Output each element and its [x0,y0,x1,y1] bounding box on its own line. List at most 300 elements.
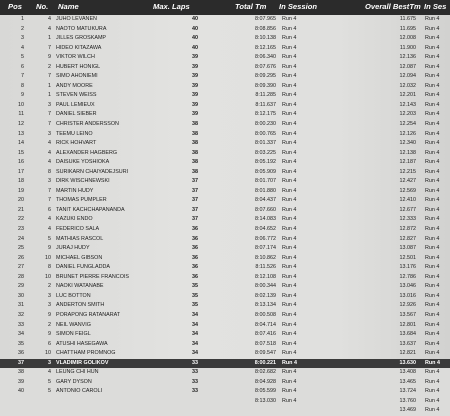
table-row [0,368,450,378]
best-time-cell: 12.094 [399,73,416,80]
pos-cell: 13 [18,130,24,137]
best-time-cell: 13.469 [399,407,416,414]
laps-cell: 38 [192,159,198,166]
table-row [0,273,450,283]
best-session-cell: Run 4 [425,168,440,175]
best-time-cell: 12.872 [399,226,416,233]
total-time-cell: 8:01.880 [255,187,276,194]
number-cell: 3 [48,101,51,108]
best-time-cell: 12.138 [399,149,416,156]
pos-cell: 27 [18,264,24,271]
best-time-cell: 13.016 [399,292,416,299]
best-time-cell: 12.569 [399,187,416,194]
total-time-cell: 8:04.714 [255,321,276,328]
session-cell: Run 4 [282,235,297,242]
total-time-cell: 8:01.337 [255,140,276,147]
total-time-cell: 8:04.928 [255,378,276,385]
total-time-cell: 8:00.221 [254,359,276,366]
session-cell: Run 4 [282,149,297,156]
table-row [0,301,450,311]
best-time-cell: 13.567 [399,311,416,318]
pos-cell: 21 [18,206,24,213]
number-cell: 9 [48,311,51,318]
table-row [0,149,450,159]
name-cell: LUC BOTTON [56,292,91,299]
best-time-cell: 13.465 [399,378,416,385]
name-cell: MARTIN HUDY [56,187,94,194]
laps-cell: 35 [192,302,198,309]
best-time-cell: 12.501 [399,254,416,261]
total-time-cell: 8:02.139 [255,292,276,299]
laps-cell: 39 [192,63,198,70]
name-cell: LEUNG CHI HUN [56,369,99,376]
best-session-cell: Run 4 [425,226,440,233]
session-cell: Run 4 [282,111,297,118]
total-time-cell: 8:07.416 [255,331,276,338]
best-time-cell: 12.333 [399,216,416,223]
session-cell: Run 4 [282,264,297,271]
pos-cell: 39 [18,378,24,385]
total-time-cell: 8:07.965 [255,16,276,22]
pos-cell: 7 [21,73,24,80]
name-cell: JUHO LEVANEN [56,16,97,22]
laps-cell: 39 [192,111,198,118]
best-session-cell: Run 4 [425,407,440,414]
name-cell: ANDERTON SMITH [56,302,105,309]
table-row [0,15,450,25]
total-time-cell: 8:01.707 [255,178,276,185]
pos-cell: 9 [21,92,24,99]
table-row [0,206,450,216]
number-cell: 5 [48,388,51,395]
pos-cell: 23 [18,226,24,233]
total-time-cell: 8:13.134 [255,302,276,309]
best-session-cell: Run 4 [425,388,440,395]
best-time-cell: 13.684 [399,331,416,338]
total-time-cell: 8:07.660 [255,206,276,213]
best-time-cell: 12.827 [399,235,416,242]
total-time-cell: 8:03.225 [255,149,276,156]
best-time-cell: 12.126 [399,130,416,137]
best-session-cell: Run 4 [425,311,440,318]
name-cell: DANIEL SIEBER [56,111,97,118]
laps-cell: 37 [192,206,198,213]
total-time-cell: 8:11.526 [255,264,276,271]
best-time-cell: 13.176 [399,264,416,271]
number-cell: 3 [48,292,51,299]
pos-cell: 25 [18,245,24,252]
best-session-cell: Run 4 [425,235,440,242]
session-cell: Run 4 [282,16,297,22]
name-cell: ANDY MOORE [56,82,93,89]
laps-cell: 34 [192,321,198,328]
total-time-cell: 8:10.138 [255,35,276,42]
best-time-cell: 13.087 [399,245,416,252]
session-cell: Run 4 [282,302,297,309]
laps-cell: 38 [192,130,198,137]
total-time-cell: 8:06.340 [255,54,276,61]
table-row [0,34,450,44]
name-cell: TEEMU LEINO [56,130,93,137]
header-overall-best: Overall BestTm [365,2,421,11]
best-time-cell: 13.630 [399,359,416,366]
total-time-cell: 8:00.765 [255,130,276,137]
header-in-session-2: In Ses [424,2,447,11]
table-row [0,378,450,388]
pos-cell: 37 [18,359,24,366]
pos-cell: 11 [18,111,24,118]
laps-cell: 40 [192,16,198,22]
session-cell: Run 4 [282,226,297,233]
best-time-cell: 13.637 [399,340,416,347]
best-session-cell: Run 4 [425,292,440,299]
best-time-cell: 12.203 [399,111,416,118]
number-cell: 4 [48,140,51,147]
table-row [0,282,450,292]
best-session-cell: Run 4 [425,130,440,137]
pos-cell: 40 [18,388,24,395]
session-cell: Run 4 [282,369,297,376]
table-row [0,196,450,206]
best-session-cell: Run 4 [425,378,440,385]
laps-cell: 38 [192,140,198,147]
session-cell: Run 4 [282,397,297,404]
name-cell: VIKTOR WILCH [56,54,95,61]
laps-cell: 33 [192,388,198,395]
laps-cell: 34 [192,311,198,318]
laps-cell: 36 [192,254,198,261]
best-session-cell: Run 4 [425,159,440,166]
laps-cell: 39 [192,101,198,108]
laps-cell: 36 [192,245,198,252]
session-cell: Run 4 [282,331,297,338]
total-time-cell: 8:11.637 [255,101,276,108]
number-cell: 4 [48,369,51,376]
session-cell: Run 4 [282,168,297,175]
name-cell: CHRISTER ANDERSSON [56,121,119,128]
best-time-cell: 12.136 [399,54,416,61]
best-session-cell: Run 4 [425,216,440,223]
best-time-cell: 12.926 [399,302,416,309]
name-cell: JILLES GROSKAMP [56,35,107,42]
name-cell: NAOKI WATANABE [56,283,104,290]
name-cell: TANIT KACHCHAPANANDA [56,206,125,213]
best-session-cell: Run 4 [425,197,440,204]
laps-cell: 39 [192,54,198,61]
table-row [0,101,450,111]
number-cell: 2 [48,321,51,328]
total-time-cell: 8:00.230 [255,121,276,128]
best-time-cell: 12.215 [399,168,416,175]
session-cell: Run 4 [282,54,297,61]
name-cell: DIRK WISCHNEWSKI [56,178,110,185]
best-time-cell: 11.900 [399,44,416,51]
header-no: No. [36,2,49,11]
best-session-cell: Run 4 [425,206,440,213]
best-time-cell: 12.087 [399,63,416,70]
best-session-cell: Run 4 [425,245,440,252]
pos-cell: 5 [21,54,24,61]
best-time-cell: 12.410 [399,197,416,204]
laps-cell: 38 [192,168,198,175]
laps-cell: 34 [192,340,198,347]
laps-cell: 33 [192,369,198,376]
table-row [0,120,450,130]
total-time-cell: 8:09.390 [255,82,276,89]
best-time-cell: 12.801 [399,321,416,328]
table-row [0,53,450,63]
session-cell: Run 4 [282,388,297,395]
laps-cell: 36 [192,273,198,280]
table-header [0,0,450,15]
number-cell: 9 [48,54,51,61]
best-session-cell: Run 4 [425,340,440,347]
pos-cell: 12 [18,121,24,128]
best-session-cell: Run 4 [425,73,440,80]
table-row [0,25,450,35]
session-cell: Run 4 [282,82,297,89]
name-cell: PAUL LEMIEUX [56,101,95,108]
laps-cell: 37 [192,216,198,223]
pos-cell: 28 [18,273,24,280]
pos-cell: 32 [18,311,24,318]
table-row [0,168,450,178]
best-time-cell: 12.427 [399,178,416,185]
number-cell: 10 [45,350,51,357]
pos-cell: 20 [18,197,24,204]
number-cell: 7 [48,121,51,128]
pos-cell: 14 [18,140,24,147]
total-time-cell: 8:14.083 [255,216,276,223]
number-cell: 3 [48,359,51,366]
table-row [0,130,450,140]
pos-cell: 34 [18,331,24,338]
session-cell: Run 4 [282,101,297,108]
total-time-cell: 8:04.652 [255,226,276,233]
best-time-cell: 13.724 [399,388,416,395]
name-cell: SIMON FEIGL [56,331,91,338]
best-session-cell: Run 4 [425,44,440,51]
table-row [0,359,450,369]
best-time-cell: 12.032 [399,82,416,89]
table-row [0,177,450,187]
session-cell: Run 4 [282,378,297,385]
name-cell: JURAJ HUDY [56,245,90,252]
name-cell: DANIEL FUNGLADDA [56,264,111,271]
laps-cell: 36 [192,226,198,233]
results-table [0,15,450,416]
best-session-cell: Run 4 [425,254,440,261]
best-session-cell: Run 4 [425,187,440,194]
best-session-cell: Run 4 [425,63,440,70]
name-cell: MICHAEL GIBSON [56,254,103,261]
session-cell: Run 4 [282,73,297,80]
best-session-cell: Run 4 [425,35,440,42]
session-cell: Run 4 [282,292,297,299]
table-row [0,63,450,73]
best-time-cell: 12.340 [399,140,416,147]
best-session-cell: Run 4 [425,16,440,22]
table-row [0,387,450,397]
pos-cell: 22 [18,216,24,223]
number-cell: 4 [48,216,51,223]
best-session-cell: Run 4 [425,321,440,328]
number-cell: 7 [48,111,51,118]
total-time-cell: 8:12.175 [255,111,276,118]
pos-cell: 15 [18,149,24,156]
table-row [0,244,450,254]
best-session-cell: Run 4 [425,101,440,108]
best-session-cell: Run 4 [425,25,440,32]
table-row [0,215,450,225]
table-row [0,72,450,82]
pos-cell: 4 [21,44,24,51]
table-row [0,82,450,92]
pos-cell: 24 [18,235,24,242]
best-session-cell: Run 4 [425,331,440,338]
name-cell: FEDERICO SALA [56,226,100,233]
name-cell: PORAPONG RATANARAT [56,311,121,318]
table-row [0,235,450,245]
header-name: Name [58,2,79,11]
header-in-session: In Session [279,2,317,11]
number-cell: 10 [45,273,51,280]
session-cell: Run 4 [282,140,297,147]
name-cell: THOMAS PUMPLER [56,197,107,204]
best-session-cell: Run 4 [425,149,440,156]
number-cell: 7 [48,44,51,51]
best-session-cell: Run 4 [425,82,440,89]
name-cell: BRUNET PIERRE FRANCOIS [56,273,129,280]
pos-cell: 19 [18,187,24,194]
name-cell: RICK HOHVART [56,140,97,147]
total-time-cell: 8:07.174 [255,245,276,252]
laps-cell: 37 [192,197,198,204]
number-cell: 5 [48,378,51,385]
total-time-cell: 8:05.909 [255,168,276,175]
total-time-cell: 8:07.676 [255,63,276,70]
best-time-cell: 13.760 [399,397,416,404]
name-cell: DAISUKE YOSHIOKA [56,159,110,166]
table-row [0,110,450,120]
best-session-cell: Run 4 [425,283,440,290]
total-time-cell: 8:13.030 [255,397,276,404]
laps-cell: 37 [192,187,198,194]
total-time-cell: 8:05.599 [255,388,276,395]
session-cell: Run 4 [282,121,297,128]
name-cell: VLADIMIR GOLIKOV [56,359,109,366]
best-time-cell: 12.786 [399,273,416,280]
best-session-cell: Run 4 [425,369,440,376]
laps-cell: 34 [192,350,198,357]
name-cell: GARY DYSON [56,378,92,385]
name-cell: ATUSHI HASEGAWA [56,340,108,347]
number-cell: 2 [48,63,51,70]
name-cell: ALEXANDER HAGBERG [56,149,118,156]
best-time-cell: 12.821 [399,350,416,357]
best-time-cell: 12.143 [399,101,416,108]
session-cell: Run 4 [282,178,297,185]
best-session-cell: Run 4 [425,350,440,357]
total-time-cell: 8:09.295 [255,73,276,80]
number-cell: 4 [48,25,51,32]
session-cell: Run 4 [282,254,297,261]
total-time-cell: 8:12.108 [255,273,276,280]
table-row [0,225,450,235]
session-cell: Run 4 [282,130,297,137]
table-row [0,44,450,54]
name-cell: HUBERT HONIGL [56,63,101,70]
laps-cell: 36 [192,235,198,242]
best-session-cell: Run 4 [425,359,440,366]
pos-cell: 2 [21,25,24,32]
pos-cell: 29 [18,283,24,290]
best-session-cell: Run 4 [425,178,440,185]
laps-cell: 37 [192,178,198,185]
total-time-cell: 8:05.192 [255,159,276,166]
table-row [0,349,450,359]
number-cell: 1 [48,35,51,42]
pos-cell: 3 [21,35,24,42]
laps-cell: 40 [192,25,198,32]
laps-cell: 38 [192,121,198,128]
total-time-cell: 8:11.285 [255,92,276,99]
total-time-cell: 8:08.856 [255,25,276,32]
laps-cell: 38 [192,149,198,156]
number-cell: 4 [48,149,51,156]
laps-cell: 40 [192,35,198,42]
name-cell: KAZUKI ENDO [56,216,93,223]
session-cell: Run 4 [282,92,297,99]
best-time-cell: 12.254 [399,121,416,128]
best-time-cell: 12.201 [399,92,416,99]
number-cell: 4 [48,159,51,166]
best-time-cell: 12.187 [399,159,416,166]
best-session-cell: Run 4 [425,140,440,147]
session-cell: Run 4 [282,197,297,204]
laps-cell: 33 [192,359,198,366]
laps-cell: 33 [192,378,198,385]
total-time-cell: 8:07.518 [255,340,276,347]
best-session-cell: Run 4 [425,54,440,61]
total-time-cell: 8:02.682 [255,369,276,376]
table-row [0,263,450,273]
pos-cell: 31 [18,302,24,309]
session-cell: Run 4 [282,159,297,166]
pos-cell: 6 [21,63,24,70]
name-cell: ANTONIO CAROLI [56,388,103,395]
session-cell: Run 4 [282,245,297,252]
session-cell: Run 4 [282,25,297,32]
total-time-cell: 8:00.508 [255,311,276,318]
session-cell: Run 4 [282,311,297,318]
header-pos: Pos [8,2,22,11]
number-cell: 1 [48,92,51,99]
table-row [0,340,450,350]
pos-cell: 18 [18,178,24,185]
session-cell: Run 4 [282,283,297,290]
best-session-cell: Run 4 [425,397,440,404]
session-cell: Run 4 [282,35,297,42]
number-cell: 6 [48,206,51,213]
number-cell: 7 [48,73,51,80]
total-time-cell: 8:12.165 [255,44,276,51]
number-cell: 6 [48,340,51,347]
name-cell: SURIKARN CHAIYADEJSURI [56,168,129,175]
total-time-cell: 8:06.772 [255,235,276,242]
table-row [0,397,450,407]
session-cell: Run 4 [282,340,297,347]
